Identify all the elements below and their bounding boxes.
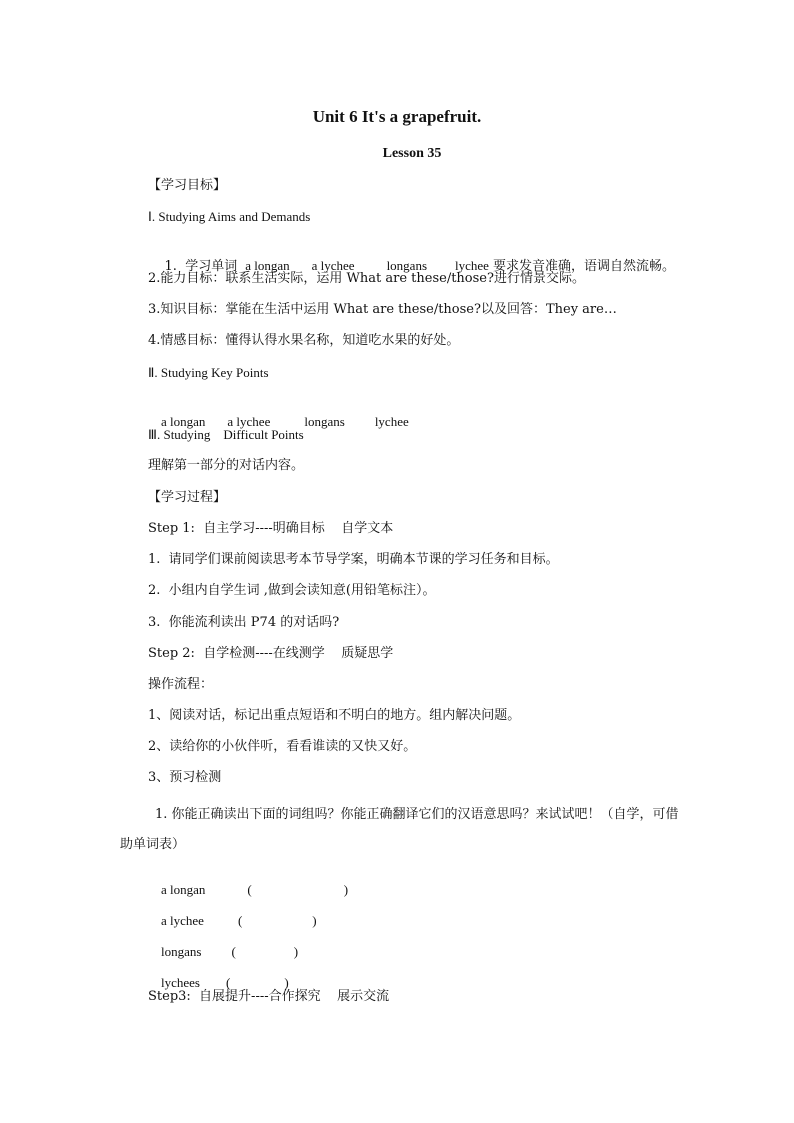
vocab-word-2: a lychee [161, 913, 204, 928]
vocab-word-1: a longan [161, 882, 206, 897]
step-1-item-1: 1. 请同学们课前阅读思考本节导学案，明确本节课的学习任务和目标。 [148, 552, 559, 567]
goal-1-word-1: a longan [245, 258, 290, 273]
goal-4: 4.情感目标：懂得认得水果名称，知道吃水果的好处。 [148, 333, 460, 348]
vocab-paren-open-2: ( [237, 913, 243, 928]
goal-1-word-2: a lychee [311, 258, 355, 273]
goal-3: 3.知识目标：掌能在生活中运用 What are these/those?以及回答：They are… [148, 302, 617, 317]
step-2: Step 2: 自学检测----在线测学 质疑思学 [148, 646, 394, 661]
vocab-paren-close-3: ) [293, 944, 299, 959]
vocab-paren-open-1: ( [247, 882, 252, 897]
aims-heading: Ⅰ. Studying Aims and Demands [148, 209, 311, 224]
step-1-item-3: 3. 你能流利读出 P74 的对话吗? [148, 615, 340, 630]
operation-2: 2、读给你的小伙伴听，看看谁读的又快又好。 [148, 739, 417, 754]
step-1: Step 1: 自主学习----明确目标 自学文本 [148, 521, 394, 536]
goals-header: 【学习目标】 [148, 178, 227, 193]
document-title: Unit 6 It's a grapefruit. [312, 107, 482, 126]
operation-3: 3、预习检测 [148, 770, 222, 785]
vocab-paren-close-2: ) [312, 913, 317, 928]
key-points-heading: Ⅱ. Studying Key Points [148, 365, 269, 380]
goal-1-word-3: longans [386, 258, 428, 273]
vocab-paren-close-1: ) [343, 882, 349, 897]
kp-word-1: a longan [161, 414, 206, 429]
operation-1: 1、阅读对话，标记出重点短语和不明白的地方。组内解决问题。 [148, 708, 521, 723]
goal-1-suffix: 要求发音准确，语调自然流畅。 [492, 259, 675, 274]
kp-word-3: longans [304, 414, 345, 429]
question-1: 1. 你能正确读出下面的词组吗？你能正确翻译它们的汉语意思吗？来试试吧！（自学，可借助单词表） [120, 807, 679, 852]
step-3: Step3: 自展提升----合作探究 展示交流 [148, 989, 390, 1004]
goal-1-prefix: 1. 学习单词 [164, 259, 238, 274]
kp-word-2: a lychee [227, 414, 271, 429]
vocab-paren-open-4: ( [225, 975, 231, 990]
vocab-word-3: longans [161, 944, 202, 959]
goal-1-word-4: lychee [455, 258, 489, 273]
process-header: 【学习过程】 [148, 490, 227, 505]
vocab-paren-open-3: ( [231, 944, 236, 959]
step-1-item-2: 2. 小组内自学生词 ,做到会读知意(用铅笔标注）。 [148, 583, 436, 598]
vocab-word-4: lychees [161, 975, 200, 990]
goal-2: 2.能力目标：联系生活实际，运用 What are these/those?进行情景交际。 [148, 271, 585, 286]
difficult-points-heading: Ⅲ. Studying Difficult Points [148, 427, 304, 442]
operation-flow: 操作流程： [148, 677, 214, 692]
kp-word-4: lychee [374, 414, 409, 429]
vocab-paren-close-4: ) [284, 975, 289, 990]
lesson-subtitle: Lesson 35 [382, 146, 442, 161]
difficult-points-text: 理解第一部分的对话内容。 [148, 458, 305, 473]
